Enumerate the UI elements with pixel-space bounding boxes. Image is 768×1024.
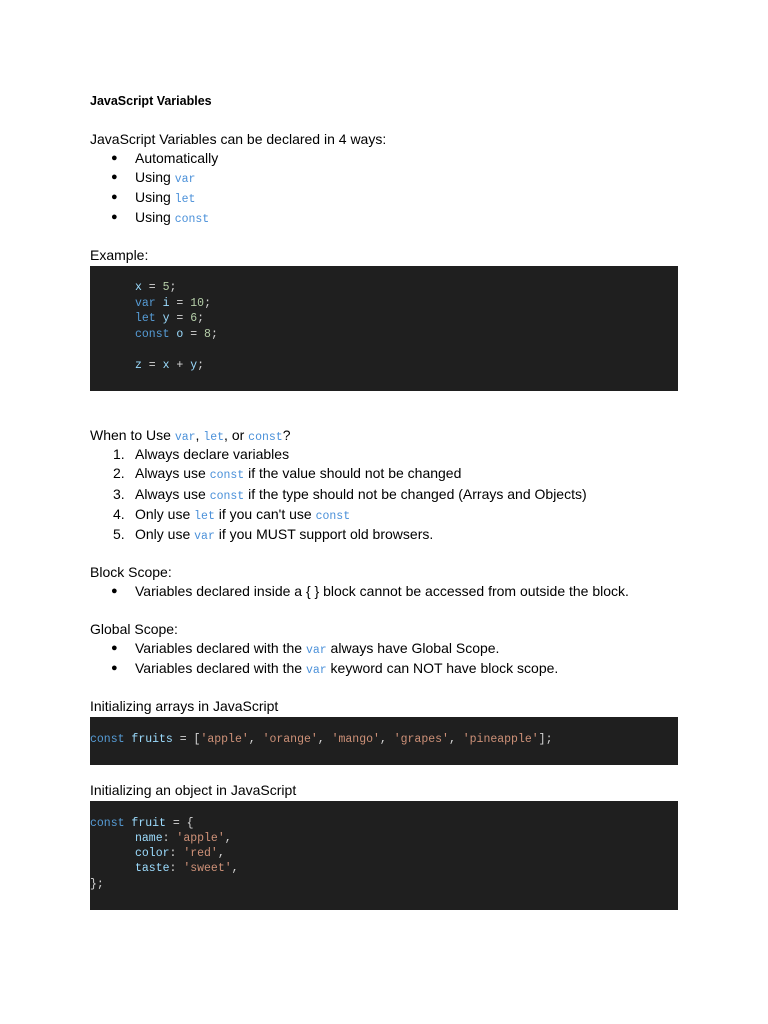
intro-text: JavaScript Variables can be declared in 4 ways:: [90, 131, 387, 147]
inline-code: const: [174, 213, 210, 226]
example-label: Example:: [90, 247, 149, 263]
list-item: 2. Always use const if the value should not be changed: [113, 465, 462, 482]
inline-code: var: [305, 664, 327, 677]
list-item: 1. Always declare variables: [113, 446, 290, 462]
list-item: ● Automatically: [111, 150, 219, 166]
list-item: 4. Only use let if you can't use const: [113, 506, 351, 523]
when-to-use-heading: When to Use var, let, or const?: [90, 427, 291, 444]
inline-code: var: [194, 530, 215, 543]
inline-code: var: [305, 644, 327, 657]
code-line: const o = 8;: [135, 328, 218, 341]
inline-code: let: [194, 510, 215, 523]
object-heading: Initializing an object in JavaScript: [90, 782, 297, 798]
global-scope-heading: Global Scope:: [90, 621, 178, 637]
code-line: taste: 'sweet',: [135, 862, 239, 875]
bullet-icon: ●: [111, 211, 118, 223]
page-title: JavaScript Variables: [90, 94, 212, 108]
code-line: x = 5;: [135, 281, 177, 294]
list-item: ● Using var: [111, 169, 196, 186]
document-body: [90, 0, 678, 1024]
code-block-example: [90, 266, 678, 391]
code-block-object: [90, 801, 678, 910]
block-scope-heading: Block Scope:: [90, 564, 172, 580]
bullet-icon: ●: [111, 191, 118, 203]
inline-code: const: [315, 510, 351, 523]
code-line: var i = 10;: [135, 297, 211, 310]
code-block-arrays: [90, 717, 678, 765]
list-item: ● Variables declared with the var keyword can NOT have block scope.: [111, 660, 559, 677]
bullet-icon: ●: [111, 642, 118, 654]
code-line: const fruit = {: [90, 817, 194, 830]
inline-code: const: [209, 490, 245, 503]
bullet-icon: ●: [111, 662, 118, 674]
inline-code: let: [174, 193, 196, 206]
bullet-icon: ●: [111, 585, 118, 597]
code-line: let y = 6;: [135, 312, 205, 325]
list-item: ● Using let: [111, 189, 196, 206]
list-item: ● Variables declared with the var always have Global Scope.: [111, 640, 500, 657]
code-line: const fruits = ['apple', 'orange', 'mango', 'grapes', 'pineapple'];: [90, 733, 553, 746]
code-line: name: 'apple',: [135, 832, 232, 845]
inline-code: const: [209, 469, 245, 482]
arrays-heading: Initializing arrays in JavaScript: [90, 698, 279, 714]
list-item: ● Using const: [111, 209, 210, 226]
list-item: ● Variables declared inside a { } block cannot be accessed from outside the block.: [111, 583, 629, 599]
bullet-icon: ●: [111, 171, 118, 183]
inline-code: var: [174, 173, 196, 186]
list-item: 3. Always use const if the type should not be changed (Arrays and Objects): [113, 486, 587, 503]
list-item: 5. Only use var if you MUST support old browsers.: [113, 526, 434, 543]
code-line: z = x + y;: [135, 359, 205, 372]
bullet-icon: ●: [111, 152, 118, 164]
code-line: };: [90, 878, 104, 891]
code-line: color: 'red',: [135, 847, 225, 860]
